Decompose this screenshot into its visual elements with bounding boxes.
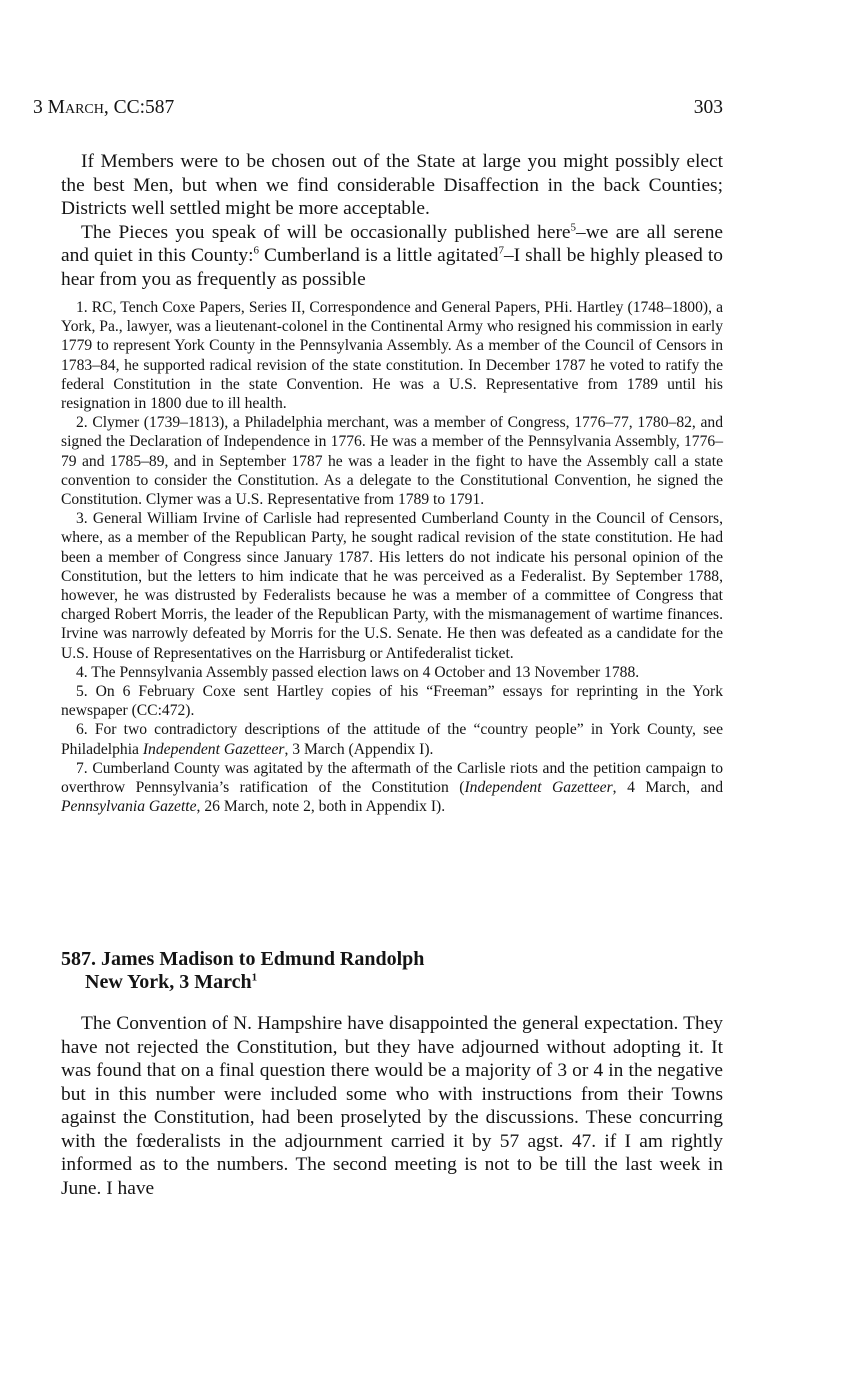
newspaper-title: Pennsylvania Gazette	[61, 798, 197, 816]
footnote-3: 3. General William Irvine of Carlisle had represented Cumberland County in the Council of Censors, where, as a member of the Republican Party, he sought radical revision of the state constitution. He had been a member of Congress since January 1787. His letters do not indicate his personal opinion of the Constitution, but the letters to him indicate that he was perceived as a Federalist. By September 1788, however, he was distrusted by Federalists because he was a member of a committee of Congress that charged Robert Morris, the leader of the Republican Party, with the mismanagement of wartime finances. Irvine was narrowly defeated by Morris for the U.S. Senate. He then was defeated as a candidate for the U.S. House of Representatives on the Harrisburg or Antifederalist ticket.	[61, 510, 723, 662]
page-number: 303	[693, 97, 723, 118]
running-head-month: March	[47, 97, 104, 118]
newspaper-title: Independent Gazetteer	[142, 740, 285, 758]
footnote-1: 1. RC, Tench Coxe Papers, Series II, Correspondence and General Papers, PHi. Hartley (1748–1800), a York, Pa., lawyer, was a lieutenant-colonel in the Continental Army who resigned his commission in early 1779 to represent York County in the Pennsylvania Assembly. As a member of the Council of Censors in 1783–84, he supported radical revision of the state constitution. In December 1787 he voted to ratify the federal Constitution in the state Convention. He was a U.S. Representative from 1789 until his resignation in 1800 due to ill health.	[61, 299, 723, 413]
footnote-ref[interactable]: 7	[498, 244, 504, 257]
footnote-2: 2. Clymer (1739–1813), a Philadelphia merchant, was a member of Congress, 1776–77, 1780–82, and signed the Declaration of Independence in 1776. He was a member of the Pennsylvania Assembly, 1776–79 and 1785–89, and in September 1787 he was a leader in the fight to have the Assembly call a state convention to consider the Constitution. As a delegate to the Constitutional Convention, he signed the Constitution. Clymer was a U.S. Representative from 1789 to 1791.	[61, 414, 723, 509]
footnote-7: 7. Cumberland County was agitated by the aftermath of the Carlisle riots and the petition campaign to overthrow Pennsylvania’s ratification of the Constitution (Independent Gazetteer, 4 March, and Pennsylvania Gazette, 26 March, note 2, both in Appendix I).	[61, 759, 723, 816]
letter-paragraph: If Members were to be chosen out of the State at large you might possibly elect the best Men, but when we find considerable Disaffection in the back Counties; Districts well settled might be more acceptable.	[61, 151, 723, 219]
footnote-ref[interactable]: 5	[570, 221, 577, 234]
letter-continuation	[61, 150, 723, 291]
running-head-title: 3 March, CC:587	[33, 97, 175, 118]
footnotes	[61, 298, 723, 816]
document-title: 587. James Madison to Edmund Randolph	[61, 948, 425, 970]
newspaper-title: Independent Gazetteer	[464, 779, 613, 797]
footnote-ref[interactable]: 6	[253, 244, 259, 257]
footnote-4: 4. The Pennsylvania Assembly passed election laws on 4 October and 13 November 1788.	[76, 663, 640, 681]
letter-paragraph: The Pieces you speak of will be occasionally published here$^5$–we are all serene and quiet in this County:$^6$ Cumberland is a little agitated$^7$–I shall be highly pleased to hear from you as frequently as possible	[61, 221, 724, 290]
document-heading	[61, 948, 424, 994]
document-paragraph: The Convention of N. Hampshire have disappointed the general expectation. They have not rejected the Constitution, but they have adjourned without adopting it. It was found that on a final question there would be a majority of 3 or 4 in the negative but in this number were included some who with instructions from their Towns against the Constitution, had been proselyted by the discussions. These concurring with the fœderalists in the adjournment carried it by 57 agst. 47. if I am rightly informed as to the numbers. The second meeting is not to be till the last week in June. I have	[61, 1013, 723, 1199]
footnote-6: 6. For two contradictory descriptions of the attitude of the “country people” in York County, see Philadelphia Independent Gazetteer, 3 March (Appendix I).	[61, 721, 723, 758]
document-body	[61, 1012, 723, 1200]
footnote-5: 5. On 6 February Coxe sent Hartley copies of his “Freeman” essays for reprinting in the York newspaper (CC:472).	[61, 683, 723, 720]
footnote-ref[interactable]: 1	[251, 971, 258, 984]
document-dateline: New York, 3 March$^1$	[85, 971, 258, 993]
